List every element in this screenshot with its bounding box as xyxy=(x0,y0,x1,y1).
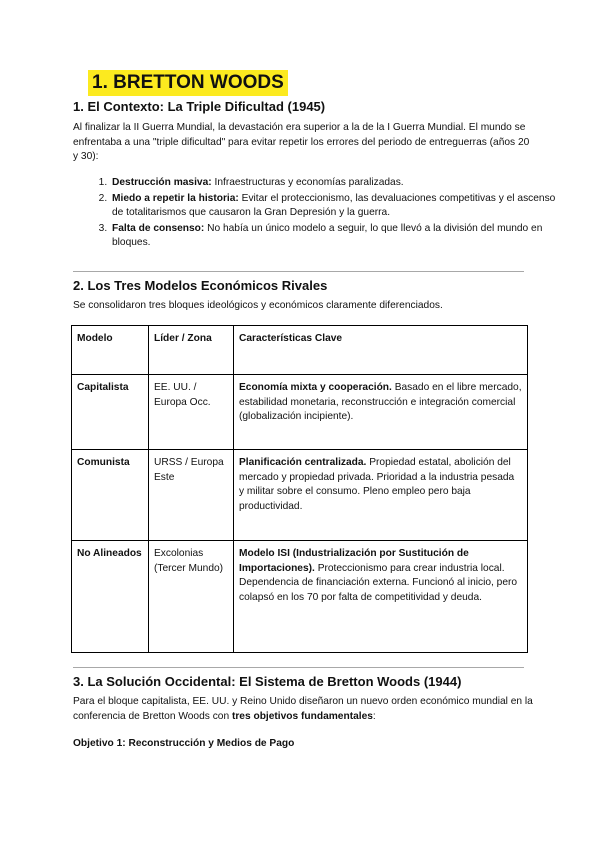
model-cell: No Alineados xyxy=(72,541,149,653)
table-row xyxy=(72,450,528,541)
leader-cell: Excolonias (Tercer Mundo) xyxy=(149,541,234,653)
table-header: Características Clave xyxy=(234,326,528,375)
features-bold: Economía mixta y cooperación. xyxy=(239,382,392,393)
model-cell: Capitalista xyxy=(72,375,149,450)
section1-intro: Al finalizar la II Guerra Mundial, la devastación era superior a la de la I Guerra Mundial. El mundo se enfrentaba a una "triple dificultad" para evitar repetir los errores del periodo de entreguerras (años 20 y 30): xyxy=(73,122,530,163)
features-bold: Planificación centralizada. xyxy=(239,457,367,468)
section2-heading: 2. Los Tres Modelos Económicos Rivales xyxy=(73,278,328,293)
features-cell xyxy=(234,375,528,450)
leader-cell: URSS / Europa Este xyxy=(149,450,234,541)
features-text: Proteccionismo para crear industria local. Dependencia de financiación externa. Funcionó al inicio, pero colapsó en los 70 por falta de competitividad y deuda. xyxy=(239,562,518,603)
section1-heading: 1. El Contexto: La Triple Dificultad (1945) xyxy=(73,99,326,114)
list-item-text: No había un único modelo a seguir, lo que llevó a la división del mundo en bloques. xyxy=(112,222,543,249)
table-header: Modelo xyxy=(72,326,149,375)
leader-cell: EE. UU. / Europa Occ. xyxy=(149,375,234,450)
table-row xyxy=(72,375,528,450)
list-item-term: Destrucción masiva: xyxy=(112,177,212,188)
list-item-term: Falta de consenso: xyxy=(112,222,205,234)
section3-intro-end: : xyxy=(372,710,376,722)
list-item xyxy=(110,176,560,191)
features-text: Basado en el libre mercado, estabilidad monetaria, reconstrucción e integración comercial (globalización incipiente). xyxy=(239,382,522,423)
difficulty-list xyxy=(80,176,560,252)
document-title: 1. BRETTON WOODS xyxy=(88,70,288,96)
table-row xyxy=(72,541,528,653)
features-cell xyxy=(234,450,528,541)
section3-intro xyxy=(73,695,533,724)
list-item xyxy=(110,222,560,251)
section3-intro-bold: tres objetivos fundamentales xyxy=(231,710,373,722)
features-cell xyxy=(234,541,528,653)
section-divider xyxy=(73,667,524,668)
features-text: Propiedad estatal, abolición del mercado y propiedad privada. Prioridad a la industria pesada y militar sobre el consumo. Pleno empleo pero baja productividad. xyxy=(239,457,515,512)
features-bold: Modelo ISI (Industrialización por Sustitución de Importaciones). xyxy=(239,548,469,574)
section2-intro: Se consolidaron tres bloques ideológicos y económicos claramente diferenciados. xyxy=(73,300,443,311)
list-item-term: Miedo a repetir la historia: xyxy=(112,192,239,204)
table-header: Líder / Zona xyxy=(149,326,234,375)
section-divider xyxy=(73,271,524,272)
model-cell: Comunista xyxy=(72,450,149,541)
list-item-text: Infraestructuras y economías paralizadas. xyxy=(211,177,404,188)
table-header-row xyxy=(72,326,528,375)
list-item-text: Evitar el proteccionismo, las devaluaciones competitivas y el ascenso de totalitarismos que causaron la Gran Depresión y la guerra. xyxy=(112,192,556,219)
objective-heading: Objetivo 1: Reconstrucción y Medios de Pago xyxy=(73,738,295,749)
list-item xyxy=(110,192,560,221)
section3-intro-text: Para el bloque capitalista, EE. UU. y Reino Unido diseñaron un nuevo orden económico mundial en la conferencia de Bretton Woods con xyxy=(73,696,533,722)
section3-heading: 3. La Solución Occidental: El Sistema de Bretton Woods (1944) xyxy=(73,674,462,689)
models-table xyxy=(71,325,528,653)
